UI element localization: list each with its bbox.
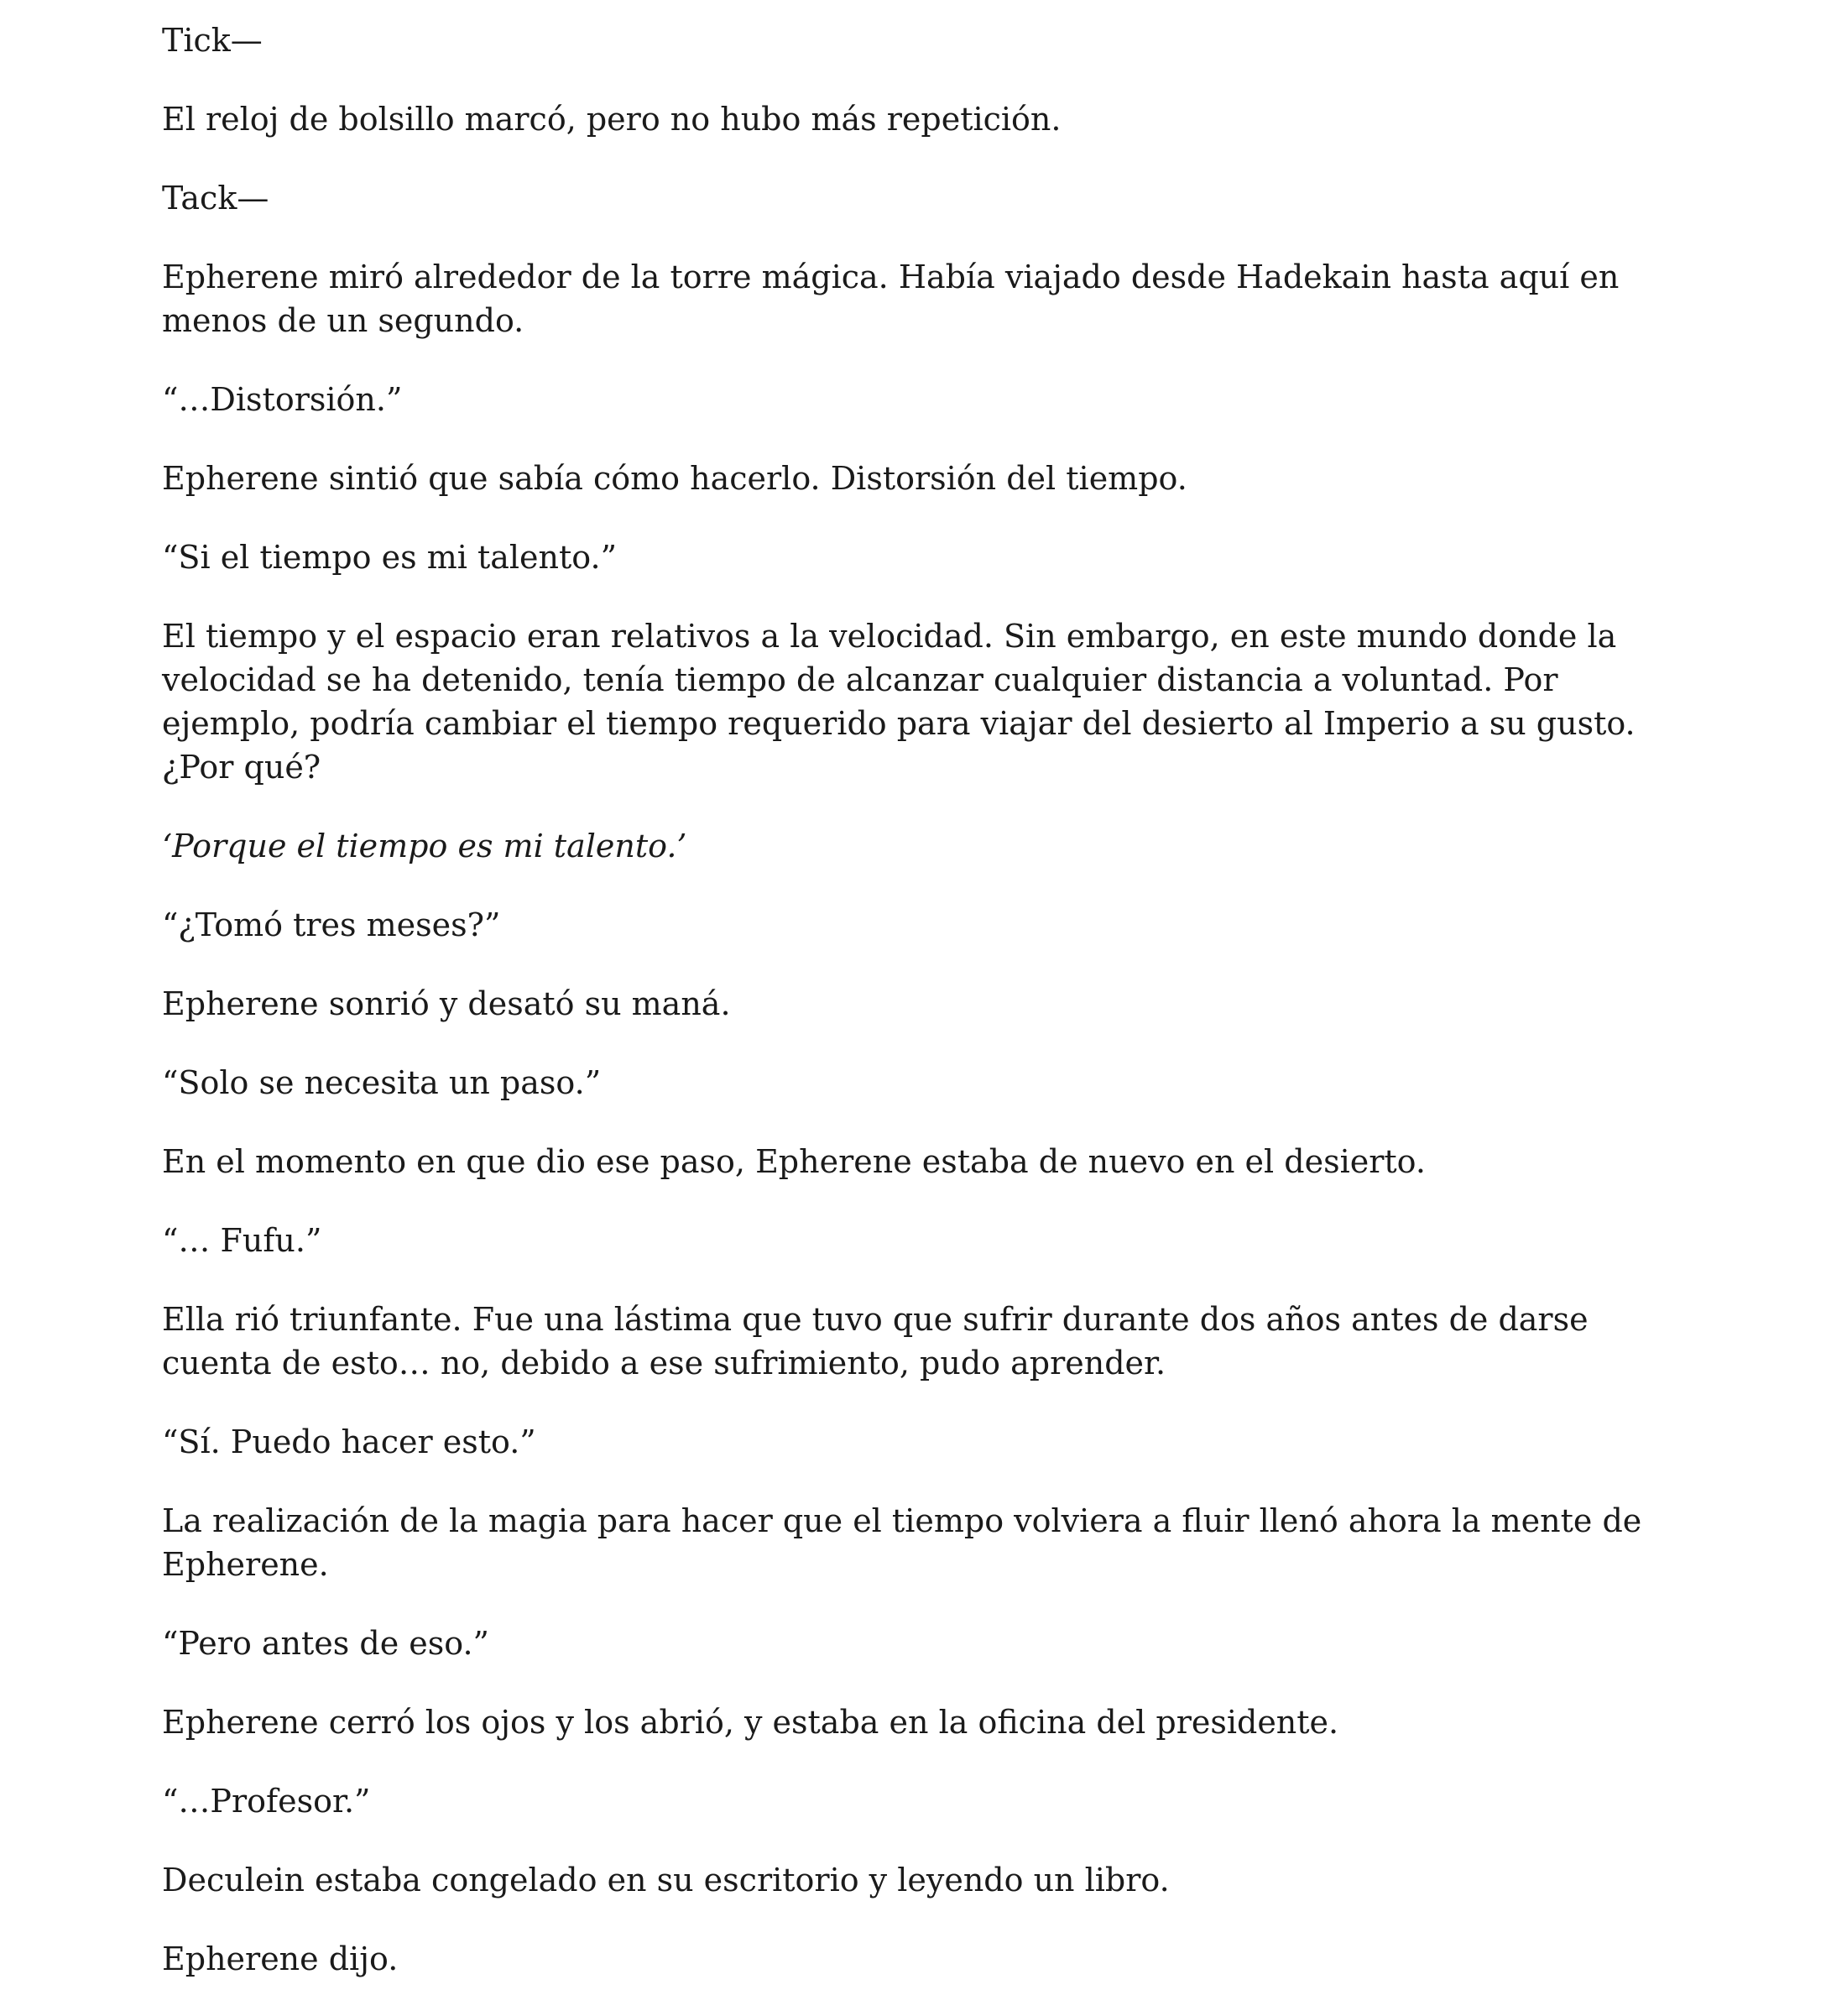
paragraph: “Si el tiempo es mi talento.” (162, 539, 618, 576)
paragraph: La realización de la magia para hacer que el tiempo volviera a fluir llenó ahora la mente de Epherene. (162, 1502, 1642, 1583)
paragraph: “¿Tomó tres meses?” (162, 906, 501, 943)
italic-thought-paragraph: ‘Porque el tiempo es mi talento.’ (162, 828, 687, 864)
paragraph: “Solo se necesita un paso.” (162, 1064, 602, 1101)
document-body (162, 18, 1672, 2016)
paragraph: “Pero antes de eso.” (162, 1625, 489, 1662)
paragraph: “…Distorsión.” (162, 381, 403, 418)
paragraph: Epherene cerró los ojos y los abrió, y estaba en la oficina del presidente. (162, 1704, 1339, 1741)
paragraph: “… Fufu.” (162, 1222, 322, 1259)
paragraph: Deculein estaba congelado en su escritorio y leyendo un libro. (162, 1862, 1170, 1898)
paragraph: Ella rió triunfante. Fue una lástima que tuvo que sufrir durante dos años antes de darse cuenta de esto… no, debido a ese sufrimiento, pudo aprender. (162, 1301, 1589, 1381)
paragraph: Tack— (162, 180, 269, 217)
paragraph: Tick— (162, 22, 263, 59)
paragraph: Epherene sonrió y desató su maná. (162, 985, 731, 1022)
paragraph: Epherene sintió que sabía cómo hacerlo. Distorsión del tiempo. (162, 460, 1187, 497)
paragraph: Epherene miró alrededor de la torre mágica. Había viajado desde Hadekain hasta aquí en menos de un segundo. (162, 259, 1620, 339)
paragraph: El reloj de bolsillo marcó, pero no hubo más repetición. (162, 101, 1062, 138)
paragraph: Epherene dijo. (162, 1940, 399, 1977)
paragraph: “…Profesor.” (162, 1783, 371, 1820)
paragraph: “Sí. Puedo hacer esto.” (162, 1423, 536, 1460)
paragraph: El tiempo y el espacio eran relativos a la velocidad. Sin embargo, en este mundo donde la velocidad se ha detenido, tenía tiempo de alcanzar cualquier distancia a voluntad. Por ejemplo, podría cambiar el tiempo requerido para viajar del desierto al Imperio a su gusto. ¿Por qué? (162, 618, 1636, 786)
paragraph: En el momento en que dio ese paso, Epherene estaba de nuevo en el desierto. (162, 1143, 1426, 1180)
